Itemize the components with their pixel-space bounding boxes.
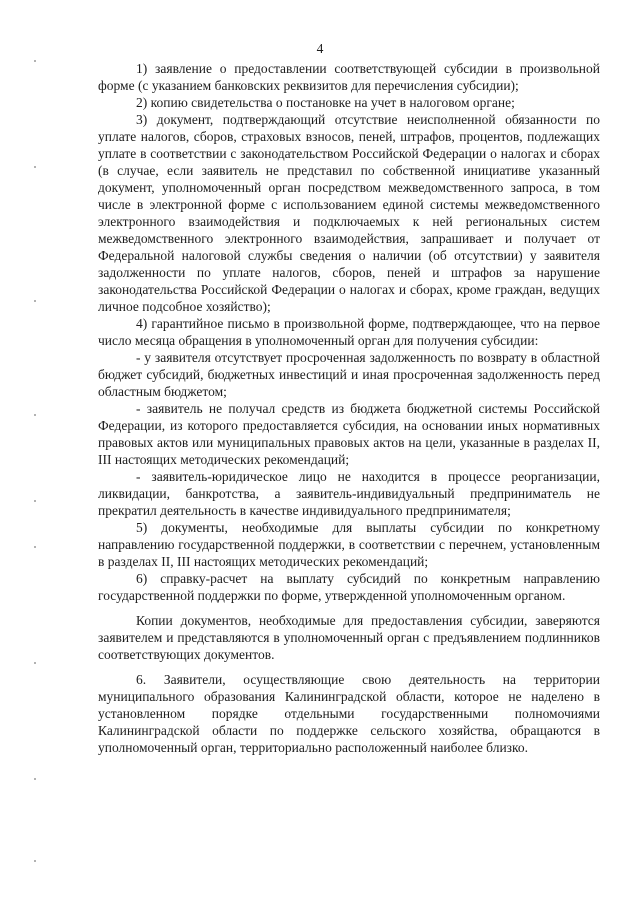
scan-edge-mark: [34, 60, 36, 62]
scan-edge-mark: [34, 500, 36, 502]
page-number: 4: [316, 41, 324, 56]
paragraph-guarantee-letter: 4) гарантийное письмо в произвольной форме, подтверждающее, что на первое число месяца обращения в уполномоченный орган для получения субсидии:: [98, 316, 600, 348]
scan-edge-mark: [34, 860, 36, 862]
paragraph-calculation-certificate: 6) справку-расчет на выплату субсидий по конкретным направлению государственной поддержки по форме, утвержденной уполномоченным органом.: [98, 571, 600, 603]
document-body: [98, 60, 600, 756]
paragraph-application: 1) заявление о предоставлении соответствующей субсидии в произвольной форме (с указанием банковских реквизитов для перечисления субсидии);: [98, 61, 600, 93]
paragraph-no-overdue-debt: - у заявителя отсутствует просроченная задолженность по возврату в областной бюджет субсидий, бюджетных инвестиций и иная просроченная задолженность перед областным бюджетом;: [98, 350, 600, 399]
scan-edge-mark: [34, 300, 36, 302]
paragraph-tax-registration: 2) копию свидетельства о постановке на учет в налоговом органе;: [136, 95, 515, 110]
paragraph-no-reorganization: - заявитель-юридическое лицо не находится в процессе реорганизации, ликвидации, банкротства, а заявитель-индивидуальный предприниматель не прекратил деятельность в качестве индивидуального предпринимателя;: [98, 469, 600, 518]
paragraph-tax-debt-document: 3) документ, подтверждающий отсутствие неисполненной обязанности по уплате налогов, сборов, страховых взносов, пеней, штрафов, процентов, подлежащих уплате в соответствии с законодательством Российской Федерации о налогах и сборах (в случае, если заявитель не представил по собственной инициативе указанный документ, уполномоченный орган посредством межведомственного запроса, в том числе в электронной форме с использованием единой системы межведомственного электронного взаимодействия и подключаемых к ней региональных систем межведомственного электронного взаимодействия, запрашивает и получает от Федеральной налоговой службы сведения о наличии (об отсутствии) у заявителя задолженности по уплате налогов, сборов, пеней и штрафов за нарушение законодательства Российской Федерации о налогах и сборах, кроме граждан, ведущих личное подсобное хозяйство);: [98, 112, 600, 314]
paragraph-required-documents: 5) документы, необходимые для выплаты субсидии по конкретному направлению государственной поддержки, в соответствии с перечнем, установленным в разделах II, III настоящих методических рекомендаций;: [98, 520, 600, 569]
scan-edge-mark: [34, 778, 36, 780]
scan-edge-mark: [34, 546, 36, 548]
scan-edge-mark: [34, 166, 36, 168]
scan-edge-mark: [34, 662, 36, 664]
paragraph-document-copies: Копии документов, необходимые для предоставления субсидии, заверяются заявителем и представляются в уполномоченный орган с предъявлением подлинников соответствующих документов.: [98, 613, 600, 662]
paragraph-no-budget-funds: - заявитель не получал средств из бюджета бюджетной системы Российской Федерации, из которого предоставляется субсидия, на основании иных нормативных правовых актов или муниципальных правовых актов на цели, указанные в разделах II, III настоящих методических рекомендаций;: [98, 401, 600, 467]
paragraph-spacer: [98, 663, 600, 671]
scan-edge-mark: [34, 414, 36, 416]
paragraph-spacer: [98, 604, 600, 612]
paragraph-applicants-territory: 6. Заявители, осуществляющие свою деятельность на территории муниципального образования Калининградской области, которое не наделено в установленном порядке отдельными государственными полномочиями Калининградской области по поддержке сельского хозяйства, обращаются в уполномоченный орган, территориально расположенный наиболее близко.: [98, 672, 600, 755]
